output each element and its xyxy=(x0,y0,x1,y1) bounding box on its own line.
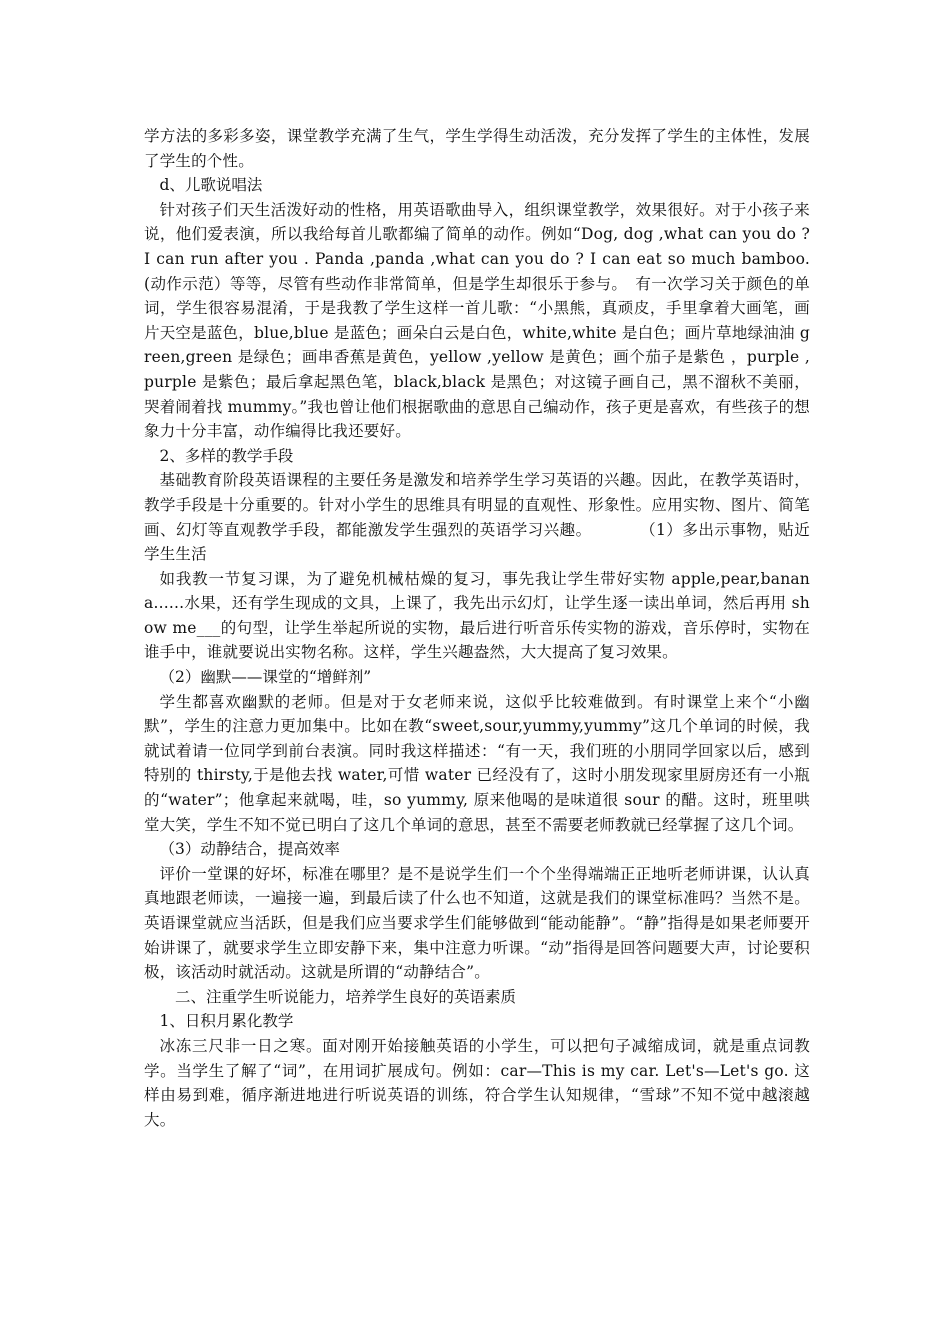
heading-humor: （2）幽默——课堂的“增鲜剂” xyxy=(159,668,372,687)
paragraph-humor: 学生都喜欢幽默的老师。但是对于女老师来说，这似乎比较难做到。有时课堂上来个“小幽默”，学生的注意力更加集中。比如在教“sweet,sour,yummy,yummy”这几个单词的时候，我就试着请一位同学到前台表演。同时我这样描述：“有一天，我们班的小朋同学回家以后，感到特别的 thirsty,于是他去找 water,可惜 water 已经没有了，这时小朋发现家里厨房还有一小瓶的“water”；他拿起来就喝，哇，so yummy, 原来他喝的是味道很 sour 的醋。这时，班里哄堂大笑，学生不知不觉已明白了这几个单词的意思，甚至不需要老师教就已经掌握了这几个词。 xyxy=(144,692,810,834)
paragraph-teaching-means: 基础教育阶段英语课程的主要任务是激发和培养学生学习英语的兴趣。因此，在教学英语时，教学手段是十分重要的。针对小学生的思维具有明显的直观性、形象性。应用实物、图片、简笔画、幻灯等直观教学手段，都能激发学生强烈的英语学习兴趣。 （1）多出示事物，贴近学生生活 xyxy=(144,471,810,564)
heading-nursery-rhyme-method: d、儿歌说唱法 xyxy=(159,176,263,195)
paragraph-nursery-rhyme: 针对孩子们天生活泼好动的性格，用英语歌曲导入，组织课堂教学，效果很好。对于小孩子来说，他们爱表演，所以我给每首儿歌都编了简单的动作。例如“Dog, dog ,what can you do ?I can run after you . Panda ,panda ,what can you do ? I can eat so much bamboo.(动作示范）等等，尽管有些动作非常简单，但是学生却很乐于参与。 有一次学习关于颜色的单词，学生很容易混淆，于是我教了学生这样一首儿歌：“小黑熊，真顽皮，手里拿着大画笔，画片天空是蓝色，blue,blue 是蓝色；画朵白云是白色，white,white 是白色；画片草地绿油油 green,green 是绿色；画串香蕉是黄色，yellow ,yellow 是黄色；画个茄子是紫色 ，purple ,purple 是紫色；最后拿起黑色笔，black,black 是黑色；对这镜子画自己，黑不溜秋不美丽，哭着闹着找 mummy。”我也曾让他们根据歌曲的意思自己编动作，孩子更是喜欢，有些孩子的想象力十分丰富，动作编得比我还要好。 xyxy=(144,200,810,441)
document-page xyxy=(144,124,810,1132)
paragraph-active-quiet: 评价一堂课的好坏，标准在哪里？是不是说学生们一个个坐得端端正正地听老师讲课，认认真真地跟老师读，一遍接一遍，到最后读了什么也不知道，这就是我们的课堂标准吗？当然不是。英语课堂就应当活跃，但是我们应当要求学生们能够做到“能动能静”。“静”指得是如果老师要开始讲课了，就要求学生立即安静下来，集中注意力听课。“动”指得是回答问题要大声，讨论要积极，该活动时就活动。这就是所谓的“动静结合”。 xyxy=(144,864,810,982)
heading-listening-speaking: 二、注重学生听说能力，培养学生良好的英语素质 xyxy=(175,987,517,1006)
paragraph-intro-continued: 学方法的多彩多姿，课堂教学充满了生气，学生学得生动活泼，充分发挥了学生的主体性，发展了学生的个性。 xyxy=(144,127,810,170)
heading-active-quiet: （3）动静结合，提高效率 xyxy=(159,840,340,859)
heading-teaching-means: 2、多样的教学手段 xyxy=(159,446,294,465)
paragraph-accumulation: 冰冻三尺非一日之寒。面对刚开始接触英语的小学生，可以把句子减缩成词，就是重点词教学。当学生了解了“词”，在用词扩展成句。例如：car—This is my car. Let's—Let's go. 这样由易到难，循序渐进地进行听说英语的训练，符合学生认知规律，“雪球”不知不觉中越滚越大。 xyxy=(144,1036,810,1129)
paragraph-review-lesson: 如我教一节复习课，为了避免机械枯燥的复习，事先我让学生带好实物 apple,pear,banana......水果，还有学生现成的文具，上课了，我先出示幻灯，让学生逐一读出单词，然后再用 show me___的句型，让学生举起所说的实物，最后进行听音乐传实物的游戏，音乐停时，实物在谁手中，谁就要说出实物名称。这样，学生兴趣盎然，大大提高了复习效果。 xyxy=(144,569,810,662)
heading-accumulation: 1、日积月累化教学 xyxy=(159,1012,294,1031)
